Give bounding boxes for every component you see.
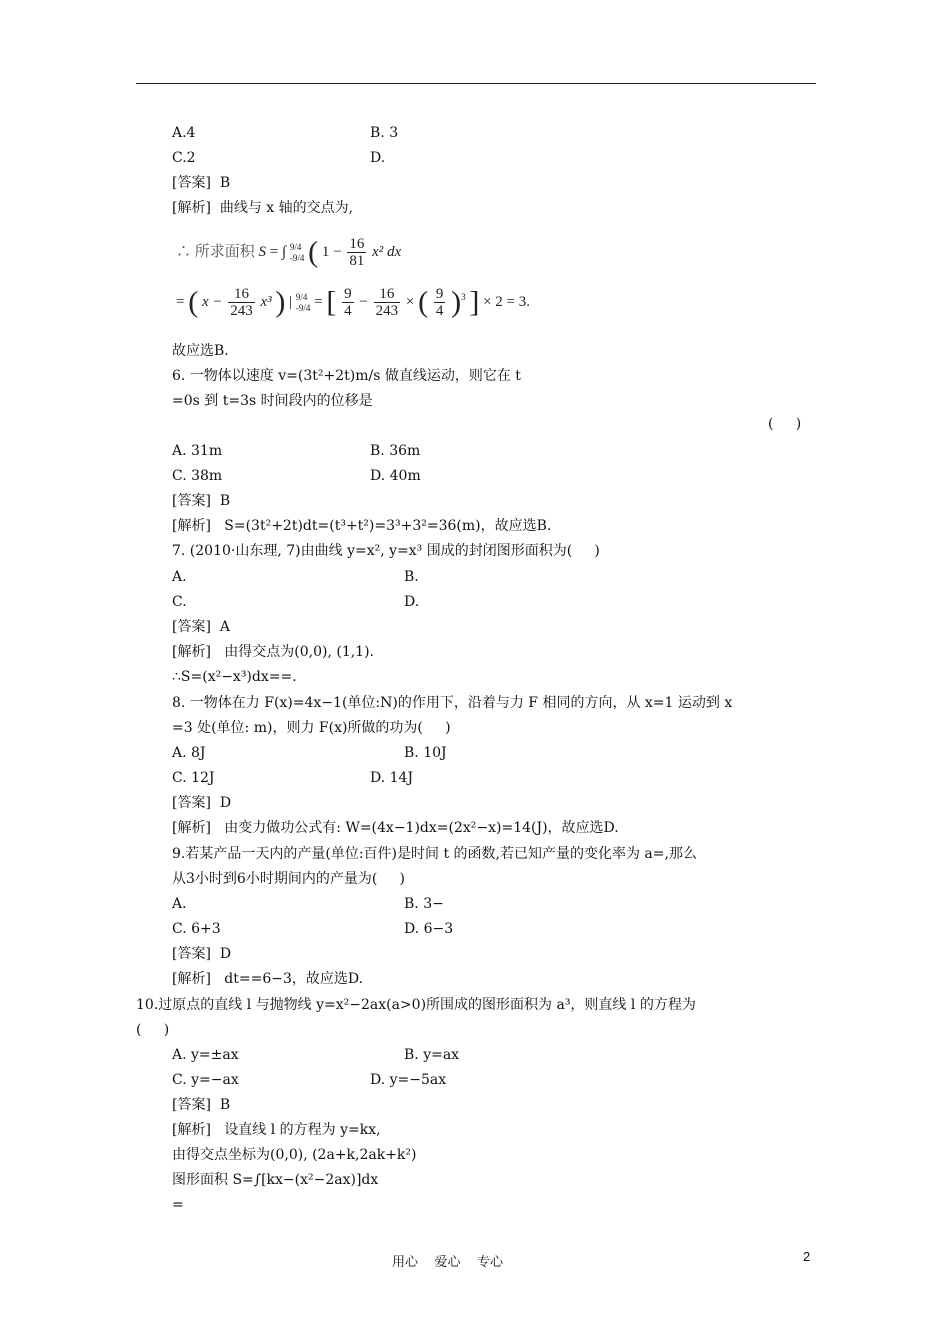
q5-option-d: D. [370,150,386,166]
q8-stem-line1: 8. 一物体在力 F(x)=4x−1(单位:N)的作用下，沿着与力 F 相同的方向，从 x=1 运动到 x [172,695,733,711]
q10-option-b: B. y=ax [404,1047,460,1063]
header-rule [136,83,816,84]
q7-option-b: B. [404,569,419,585]
q9-answer: [答案] D [172,946,232,962]
q6-option-d: D. 40m [370,468,421,484]
q7-stem: 7. (2010·山东理, 7)由曲线 y=x², y=x³ 围成的封闭图形面积为( ) [172,543,600,559]
q8-analysis: [解析] 由变力做功公式有: W=(4x−1)dx=(2x²−x)=14(J)，故应选D. [172,820,619,836]
q9-option-d: D. 6−3 [404,921,454,937]
q10-option-d: D. y=−5ax [370,1072,447,1088]
q7-option-d: D. [404,594,420,610]
q10-analysis-line4: = [172,1197,184,1213]
q7-analysis: [解析] 由得交点为(0,0), (1,1). [172,644,375,660]
page-number: 2 [803,1249,811,1264]
q10-option-c: C. y=−ax [172,1072,239,1088]
q10-analysis-line1: [解析] 设直线 l 的方程为 y=kx, [172,1122,381,1138]
q5-analysis: [解析] 曲线与 x 轴的交点为, [172,200,354,216]
q5-area-formula: ∴ 所求面积 S = ∫ 9/4 -9/4 ( 1 − $\frac{16}{81}$ x² dx [176,235,402,269]
q9-option-a: A. [172,896,187,912]
q6-stem-line2: =0s 到 t=3s 时间段内的位移是 [172,393,373,409]
q10-stem-line2: ( ) [136,1022,170,1038]
q10-stem-line1: 10.过原点的直线 l 与抛物线 y=x²−2ax(a>0)所围成的图形面积为 a³，则直线 l 的方程为 [136,997,696,1013]
page-footer: 用心 爱心 专心 [392,1255,504,1270]
q5-option-b: B. 3 [370,125,399,141]
q9-option-b: B. 3− [404,896,444,912]
q9-stem-line1: 9.若某产品一天内的产量(单位:百件)是时间 t 的函数,若已知产量的变化率为 a=,那么 [172,846,697,862]
q5-option-a: A.4 [172,125,196,141]
q9-analysis: [解析] dt==6−3，故应选D. [172,971,364,987]
q5-conclusion: 故应选B. [172,343,229,359]
q6-analysis: [解析] S=(3t²+2t)dt=(t³+t²)=3³+3²=36(m)，故应选B. [172,518,552,534]
q5-answer: [答案] B [172,175,231,191]
q8-option-b: B. 10J [404,745,447,761]
q6-answer: [答案] B [172,493,231,509]
q6-answer-blank: ( ) [768,416,802,432]
q6-option-b: B. 36m [370,443,421,459]
q9-option-c: C. 6+3 [172,921,221,937]
q6-option-a: A. 31m [172,443,223,459]
q8-option-a: A. 8J [172,745,206,761]
q6-stem-line1: 6. 一物体以速度 v=(3t²+2t)m/s 做直线运动，则它在 t [172,368,521,384]
q10-analysis-line2: 由得交点坐标为(0,0), (2a+k,2ak+k²) [172,1147,417,1163]
q8-option-c: C. 12J [172,770,215,786]
q8-option-d: D. 14J [370,770,414,786]
q7-option-a: A. [172,569,187,585]
q10-analysis-line3: 图形面积 S=∫[kx−(x²−2ax)]dx [172,1172,379,1188]
q10-option-a: A. y=±ax [172,1047,239,1063]
q6-option-c: C. 38m [172,468,223,484]
q7-answer: [答案] A [172,619,230,635]
q7-result: ∴S=(x²−x³)dx==. [172,669,297,685]
q9-stem-line2: 从3小时到6小时期间内的产量为( ) [172,871,405,887]
q8-answer: [答案] D [172,795,232,811]
q10-answer: [答案] B [172,1097,231,1113]
q8-stem-line2: =3 处(单位: m)，则力 F(x)所做的功为( ) [172,720,451,736]
q5-area-evaluation: = ( x − $\frac{16}{243}$ x³ ) | 9/4 -9/4 = [ $\frac{9}{4}$ − $\frac{16}{243}$ × ( $\frac{9}{4}$ )$^3$ ] × 2 = 3. [176,285,530,319]
q5-option-c: C.2 [172,150,196,166]
q7-option-c: C. [172,594,187,610]
